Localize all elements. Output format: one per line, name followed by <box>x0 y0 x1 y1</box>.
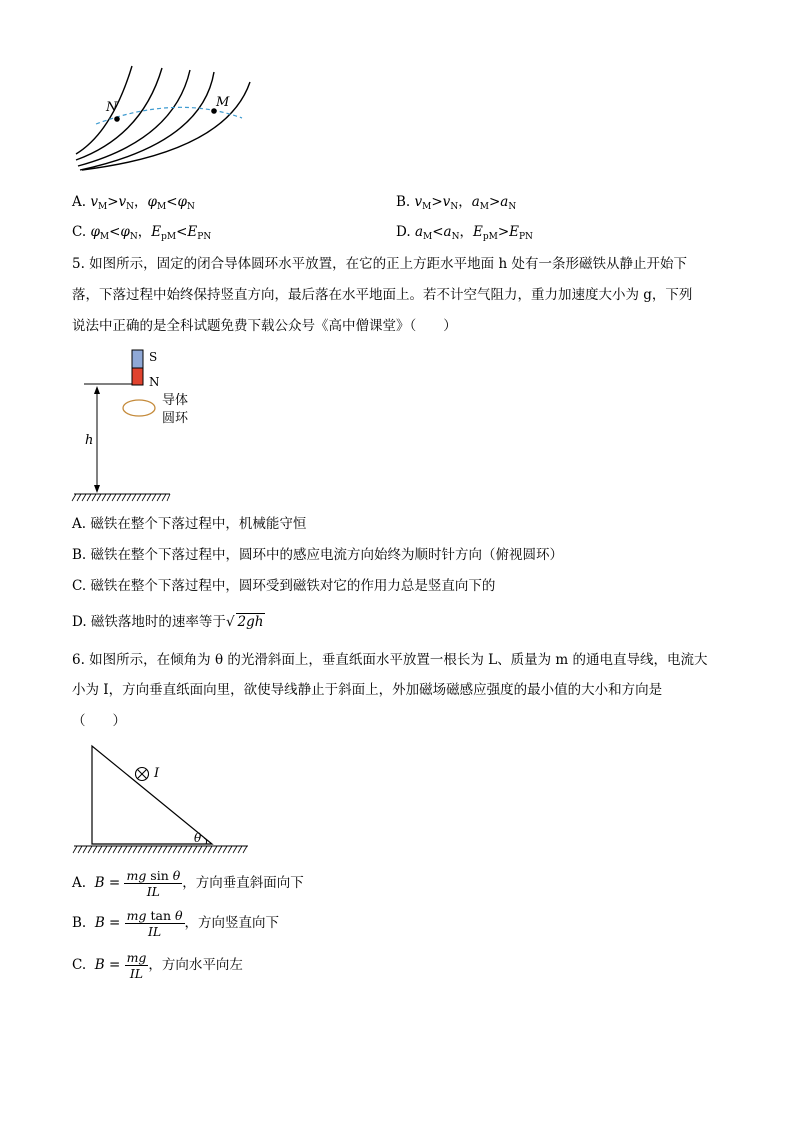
formula-fraction: $\frac{\text{mg sin θ}}{IL}$ <box>126 868 181 899</box>
south-pole-label: S <box>149 350 158 364</box>
q6-stem-line-1: 6. 如图所示，在倾角为 θ 的光滑斜面上，垂直纸面水平放置一根长为 L、质量为 m 的通电直导线，电流大 <box>72 652 708 668</box>
q5-option-b: B. 磁铁在整个下落过程中，圆环中的感应电流方向始终为顺时针方向（俯视圆环） <box>72 547 564 563</box>
field-lines-figure <box>66 62 266 172</box>
formula-fraction: $\frac{\text{mg tan θ}}{IL}$ <box>126 908 183 939</box>
q5-stem-line-3: 说法中正确的是全科试题免费下载公众号《高中僧课堂》（ ） <box>72 318 457 334</box>
point-m-label: M <box>216 95 230 110</box>
incline-figure <box>72 740 252 858</box>
height-label: h <box>85 433 94 448</box>
q6-stem-line-2: 小为 I，方向垂直纸面向里，欲使导线静止于斜面上，外加磁场磁感应强度的最小值的大小和方向是 <box>72 682 663 698</box>
q4-option-b: B. $v_M>v_N$，$a_M>a_N$ <box>396 194 517 212</box>
q6-option-a: A. B = $\frac{\text{mg sin θ}}{IL}$ ，方向垂直斜面向下 <box>72 868 304 899</box>
magnet-north-pole <box>132 368 143 385</box>
ring-label-line-1: 导体 <box>162 393 189 408</box>
q5-option-a: A. 磁铁在整个下落过程中，机械能守恒 <box>72 516 307 532</box>
q5-stem-line-1: 5. 如图所示，固定的闭合导体圆环水平放置，在它的正上方距水平地面 h 处有一条形磁铁从静止开始下 <box>72 256 687 272</box>
q6-stem-line-3: （ ） <box>72 713 126 729</box>
q6-option-b: B. B = $\frac{\text{mg tan θ}}{IL}$ ，方向竖直向下 <box>72 908 279 939</box>
q5-option-d: D. 磁铁落地时的速率等于√ 2gh <box>72 614 264 630</box>
magnet-ring-figure <box>70 346 210 508</box>
q5-option-c: C. 磁铁在整个下落过程中，圆环受到磁铁对它的作用力总是竖直向下的 <box>72 578 496 594</box>
incline-triangle <box>92 746 212 844</box>
conductor-ring <box>123 400 155 416</box>
ring-label-line-2: 圆环 <box>162 411 189 426</box>
point-n-label: N <box>106 100 118 115</box>
q5-stem-line-2: 落，下落过程中始终保持竖直方向，最后落在水平地面上。若不计空气阻力，重力加速度大小为 g，下列 <box>72 287 693 303</box>
angle-theta-label: θ <box>194 831 202 845</box>
q4-option-d: D. $a_M<a_N$，$E_{pM}>E_{PN}$ <box>396 224 533 242</box>
q6-option-c: C. B = $\frac{mg}{IL}$ ，方向水平向左 <box>72 950 243 981</box>
sqrt-expression: 2gh <box>237 614 264 630</box>
q4-option-a: A. $v_M>v_N$，$\varphi_M<\varphi_N$ <box>72 194 195 212</box>
formula-fraction: $\frac{mg}{IL}$ <box>126 950 147 981</box>
north-pole-label: N <box>149 375 160 389</box>
magnet-south-pole <box>132 350 143 368</box>
current-label: I <box>154 766 160 781</box>
q4-option-c: C. $\varphi_M<\varphi_N$，$E_{pM}<E_{PN}$ <box>72 224 212 242</box>
